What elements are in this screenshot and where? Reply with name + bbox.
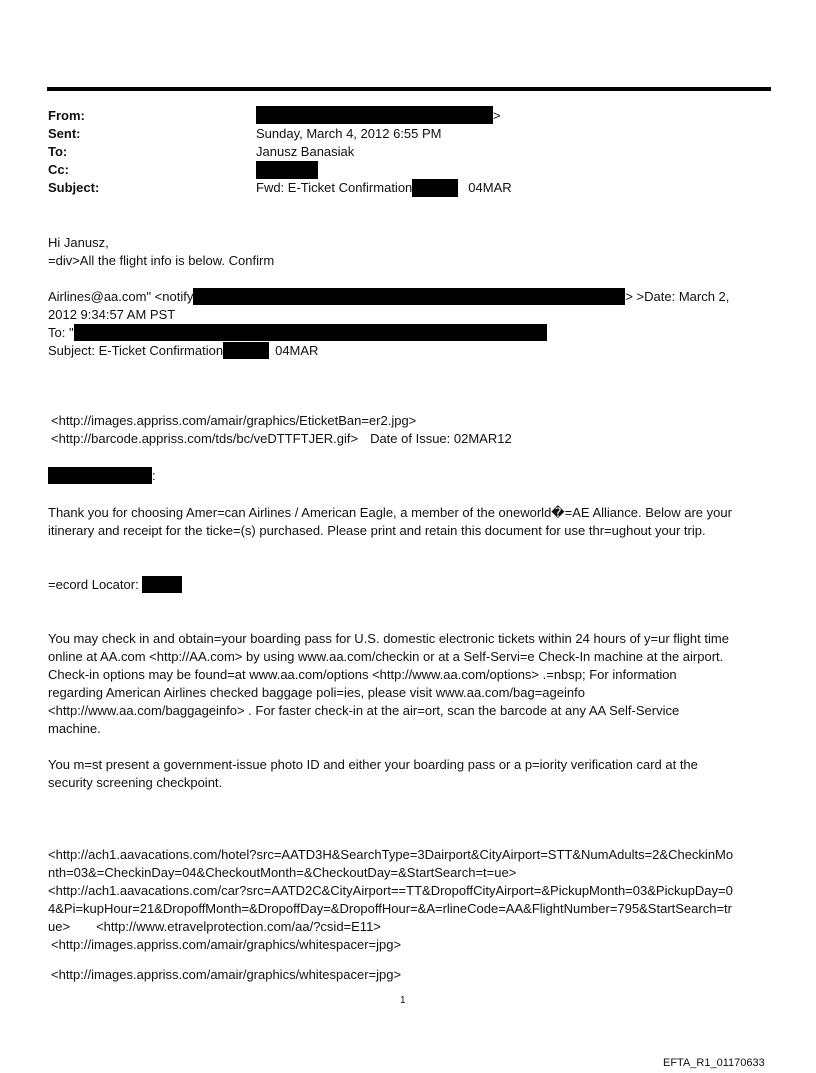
greeting [48,234,778,270]
link-line-3: <http://ach1.aavacations.com/car?src=AATD2C&CityAirport==TT&DropoffCityAirport=&PickupMonth=03&PickupDay=0 [48,883,733,898]
link-line-4: 4&Pi=kupHour=21&DropoffMonth=&DropoffDay=&DropoffHour=&A=rlineCode=AA&FlightNumber=795&StartSearch=tr [48,901,732,916]
link-line-6: <http://images.appriss.com/amair/graphics/whitespacer=jpg> [51,937,402,952]
link-line-5-a: ue> [48,919,71,934]
forward-line-4-prefix: Subject: E-Ticket Confirmation [48,343,224,358]
redacted-locator-2 [223,342,269,359]
redacted-sender [256,106,493,124]
date-of-issue: Date of Issue: 02MAR12 [370,431,512,446]
redacted-recipient [74,324,547,341]
link-line-5-b: <http://www.etravelprotection.com/aa/?csid=E11> [96,919,381,934]
thanks-line-1: Thank you for choosing Amer=can Airlines / American Eagle, a member of the oneworld�=AE Alliance. Below are your [48,505,732,520]
image-link-barcode: <http://barcode.appriss.com/tds/bc/veDTTFTJER.gif> [51,431,359,446]
redacted-record-locator [142,576,182,593]
from-suffix: > [493,108,501,123]
cc-label: Cc: [48,162,69,177]
subject-suffix: 04MAR [468,180,512,195]
subject-prefix: Fwd: E-Ticket Confirmation [256,180,413,195]
forward-line-2: 2012 9:34:57 AM PST [48,307,176,322]
greeting-line-2: =div>All the flight info is below. Confirm [48,253,275,268]
greeting-line-1: Hi Janusz, [48,235,109,250]
checkin-line-2: online at AA.com <http://AA.com> by using www.aa.com/checkin or at a Self-Servi=e Check-In machine at the airport. [48,649,724,664]
forward-line-4-suffix: 04MAR [275,343,319,358]
redacted-locator [412,179,458,197]
checkin-line-5: <http://www.aa.com/baggageinfo> . For faster check-in at the air=ort, scan the barcode at any AA Self-Service [48,703,680,718]
id-notice-line-1: You m=st present a government-issue photo ID and either your boarding pass or a p=iority verification card at the [48,757,698,772]
salutation-colon: : [152,468,156,483]
redacted-notify-address [193,288,625,305]
link-line-7: <http://images.appriss.com/amair/graphics/whitespacer=jpg> [51,967,402,982]
checkin-line-3: Check-in options may be found=at www.aa.com/options <http://www.aa.com/options> .=nbsp; For information [48,667,677,682]
record-locator [48,576,778,594]
link-line-2: nth=03&=CheckinDay=04&CheckoutMonth=&CheckoutDay=&StartSearch=t=ue> [48,865,517,880]
subject-label: Subject: [48,180,100,195]
to-value: Janusz Banasiak [256,144,355,159]
from-label: From: [48,108,85,123]
header-rule [47,87,771,91]
links-block [48,846,778,984]
sent-label: Sent: [48,126,81,141]
salutation [48,467,778,485]
checkin-line-1: You may check in and obtain=your boarding pass for U.S. domestic electronic tickets within 24 hours of y=ur flight time [48,631,729,646]
thanks-line-2: itinerary and receipt for the ticke=(s) purchased. Please print and retain this document for use thr=ughout your trip. [48,523,706,538]
forward-line-1-prefix: Airlines@aa.com" <notify [48,289,194,304]
page-number: 1 [400,995,406,1006]
id-notice [48,756,778,792]
checkin-line-6: machine. [48,721,101,736]
forwarded-header [48,288,778,360]
image-link-banner: <http://images.appriss.com/amair/graphics/EticketBan=er2.jpg> [51,413,417,428]
forward-line-1-suffix: > >Date: March 2, [625,289,730,304]
record-locator-label: =ecord Locator: [48,577,139,592]
id-notice-line-2: security screening checkpoint. [48,775,223,790]
forward-line-3-prefix: To: " [48,325,74,340]
checkin-paragraph [48,630,778,738]
link-line-1: <http://ach1.aavacations.com/hotel?src=AATD3H&SearchType=3Dairport&CityAirport=STT&NumAdults=2&CheckinMo [48,847,734,862]
redacted-cc [256,161,318,179]
thanks-paragraph [48,504,778,540]
checkin-line-4: regarding American Airlines checked baggage poli=ies, please visit www.aa.com/bag=ageinfo [48,685,585,700]
redacted-passenger-name [48,467,152,484]
images-block [51,412,781,448]
bates-number: EFTA_R1_01170633 [663,1057,765,1069]
to-label: To: [48,144,68,159]
sent-value: Sunday, March 4, 2012 6:55 PM [256,126,442,141]
